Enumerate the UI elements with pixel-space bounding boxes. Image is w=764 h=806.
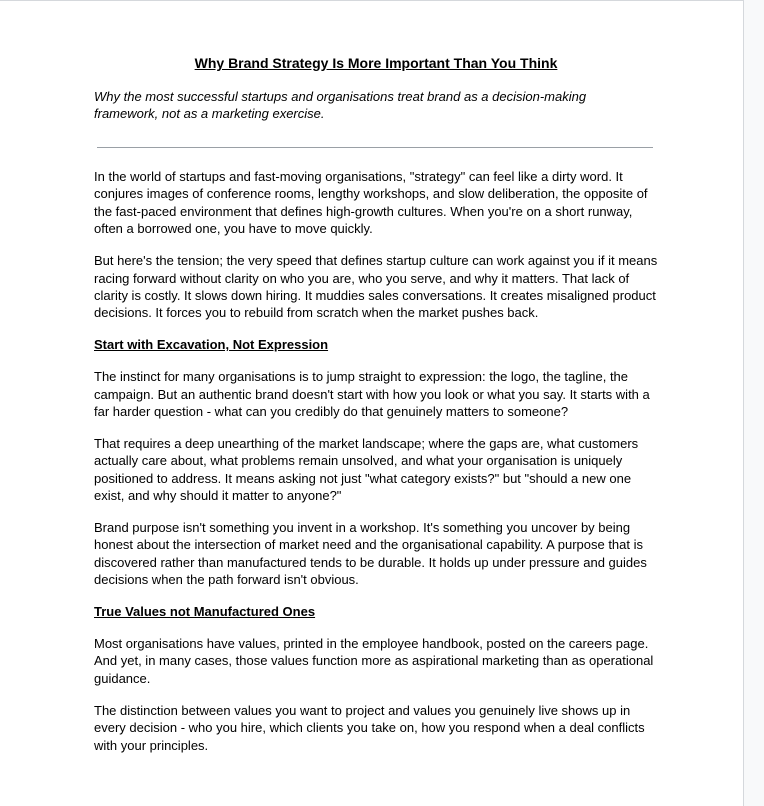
paragraph: That requires a deep unearthing of the market landscape; where the gaps are, what customers actually care about, what problems remain unsolved, and what your organisation is uniquely positioned to address. It means asking not just "what category exists?" but "should a new one exist, and why should it matter to anyone?" [94,435,639,504]
paragraph: Brand purpose isn't something you invent in a workshop. It's something you uncover by being honest about the intersection of market need and the organisational capability. A purpose that is discovered rather than manufactured tends to be durable. It holds up under pressure and guides decisions when the path forward isn't obvious. [94,520,647,588]
section-heading-values: True Values not Manufactured Ones [94,604,316,620]
document-title: Why Brand Strategy Is More Important Than You Think [194,55,558,71]
paragraph: Most organisations have values, printed in the employee handbook, posted on the careers page. And yet, in many cases, those values function more as aspirational marketing than as operational guidance. [94,636,654,686]
section-heading-excavation: Start with Excavation, Not Expression [94,337,329,353]
document-subtitle: Why the most successful startups and organisations treat brand as a decision-making framework, not as a marketing exercise. [94,89,587,121]
horizontal-rule [97,147,653,148]
paragraph: The instinct for many organisations is to jump straight to expression: the logo, the tagline, the campaign. But an authentic brand doesn't start with how you look or what you say. It starts with a far harder question - what can you credibly do that genuinely matters to someone? [94,369,650,419]
paragraph: The distinction between values you want to project and values you genuinely live shows up in every decision - who you hire, which clients you take on, how you respond when a deal conflicts with your principles. [94,702,645,753]
article-text [94,168,660,768]
paragraph: But here's the tension; the very speed that defines startup culture can work against you if it means racing forward without clarity on who you are, who you serve, and why it matters. That lack of clarity is costly. It slows down hiring. It muddies sales conversations. It creates misaligned product decisions. It forces you to rebuild from scratch when the market pushes back. [94,253,658,321]
paragraph: In the world of startups and fast-moving organisations, "strategy" can feel like a dirty word. It conjures images of conference rooms, lengthy workshops, and slow deliberation, the opposite of the fast-paced environment that defines high-growth cultures. When you're on a short runway, often a borrowed one, you have to move quickly. [94,169,648,237]
